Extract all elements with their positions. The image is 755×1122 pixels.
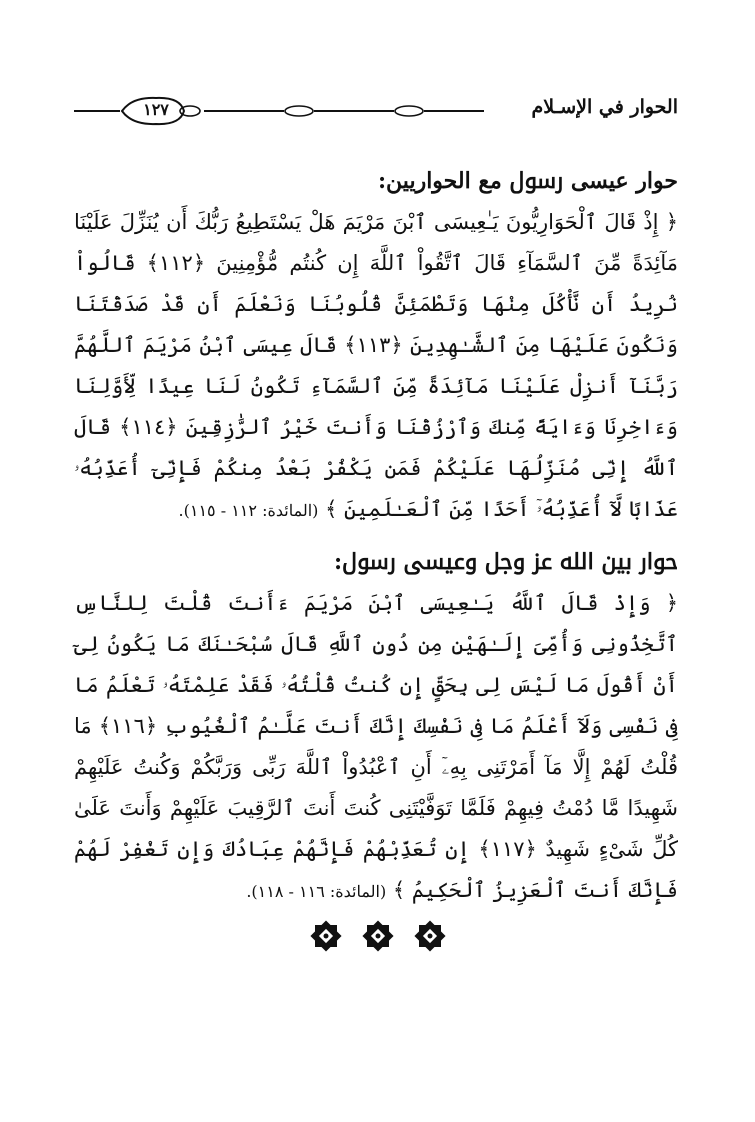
quran-verse-block — [74, 583, 678, 912]
page-content — [74, 160, 678, 912]
page-number: ١٢٧ — [143, 100, 169, 119]
section-heading-jesus-disciples: حوار عيسى ﷶ مع الحواريين: — [377, 168, 678, 194]
quran-verse-block — [74, 202, 678, 531]
running-header — [74, 94, 678, 130]
section-end-ornaments — [310, 920, 446, 952]
eight-point-star-ornament-icon — [310, 920, 341, 951]
verse-reference: (المائدة: ١١٢ - ١١٥). — [178, 501, 319, 520]
eight-point-star-ornament-icon — [414, 920, 445, 951]
verse-text: ﴿ وَإِذْ قَالَ ٱللَّهُ يَـٰعِيسَى ٱبْنَ مَرْيَمَ ءَأَنتَ قُلْتَ لِلنَّاسِ ٱتَّخِذُونِى وَأُمِّىَ إِلَـٰهَيْنِ مِن دُونِ ٱللَّهِ قَالَ سُبْحَـٰنَكَ مَا يَكُونُ لِىٓ أَنْ أَقُولَ مَا لَيْسَ لِى بِحَقٍّ إِن كُنتُ قُلْتُهُۥ فَقَدْ عَلِمْتَهُۥ تَعْلَمُ مَا فِى نَفْسِى وَلَآ أَعْلَمُ مَا فِى نَفْسِكَ إِنَّكَ أَنتَ عَلَّـٰمُ ٱلْغُيُوبِ ﴿١١٦﴾ مَا قُلْتُ لَهُمْ إِلَّا مَآ أَمَرْتَنِى بِهِۦٓ أَنِ ٱعْبُدُواْ ٱللَّهَ رَبِّى وَرَبَّكُمْ وَكُنتُ عَلَيْهِمْ شَهِيدًا مَّا دُمْتُ فِيهِمْ فَلَمَّا تَوَفَّيْتَنِى كُنتَ أَنتَ ٱلرَّقِيبَ عَلَيْهِمْ وَأَنتَ عَلَىٰ كُلِّ شَىْءٍ شَهِيدٌ ﴿١١٧﴾ إِن تُعَذِّبْهُمْ فَإِنَّهُمْ عِبَادُكَ وَإِن تَغْفِرْ لَهُمْ فَإِنَّكَ أَنتَ ٱلْعَزِيزُ ٱلْحَكِيمُ ﴾ — [74, 591, 678, 902]
verse-reference: (المائدة: ١١٦ - ١١٨). — [246, 882, 387, 901]
running-title: الحوار في الإسـلام — [531, 96, 678, 118]
verse-text: ﴿ إِذْ قَالَ ٱلْحَوَارِيُّونَ يَـٰعِيسَى ٱبْنَ مَرْيَمَ هَلْ يَسْتَطِيعُ رَبُّكَ أَن يُنَزِّلَ عَلَيْنَا مَآئِدَةً مِّنَ ٱلسَّمَآءِ قَالَ ٱتَّقُواْ ٱللَّهَ إِن كُنتُم مُّؤْمِنِينَ ﴿١١٢﴾ قَالُواْ نُرِيدُ أَن نَّأْكُلَ مِنْهَا وَتَطْمَئِنَّ قُلُوبُنَا وَنَعْلَمَ أَن قَدْ صَدَقْتَنَا وَنَكُونَ عَلَيْهَا مِنَ ٱلشَّـٰهِدِينَ ﴿١١٣﴾ قَالَ عِيسَى ٱبْنُ مَرْيَمَ ٱللَّهُمَّ رَبَّنَآ أَنزِلْ عَلَيْنَا مَآئِدَةً مِّنَ ٱلسَّمَآءِ تَكُونُ لَنَا عِيدًا لِّأَوَّلِنَا وَءَاخِرِنَا وَءَايَةً مِّنكَ وَٱرْزُقْنَا وَأَنتَ خَيْرُ ٱلرَّٰزِقِينَ ﴿١١٤﴾ قَالَ ٱللَّهُ إِنِّى مُنَزِّلُهَا عَلَيْكُمْ فَمَن يَكْفُرْ بَعْدُ مِنكُمْ فَإِنِّىٓ أُعَذِّبُهُۥ عَذَابًا لَّآ أُعَذِّبُهُۥٓ أَحَدًا مِّنَ ٱلْعَـٰلَمِينَ ﴾ — [74, 210, 678, 521]
section-heading-god-jesus: حوار بين الله عز وجل وعيسى ﷶ: — [333, 549, 678, 575]
eight-point-star-ornament-icon — [362, 920, 393, 951]
